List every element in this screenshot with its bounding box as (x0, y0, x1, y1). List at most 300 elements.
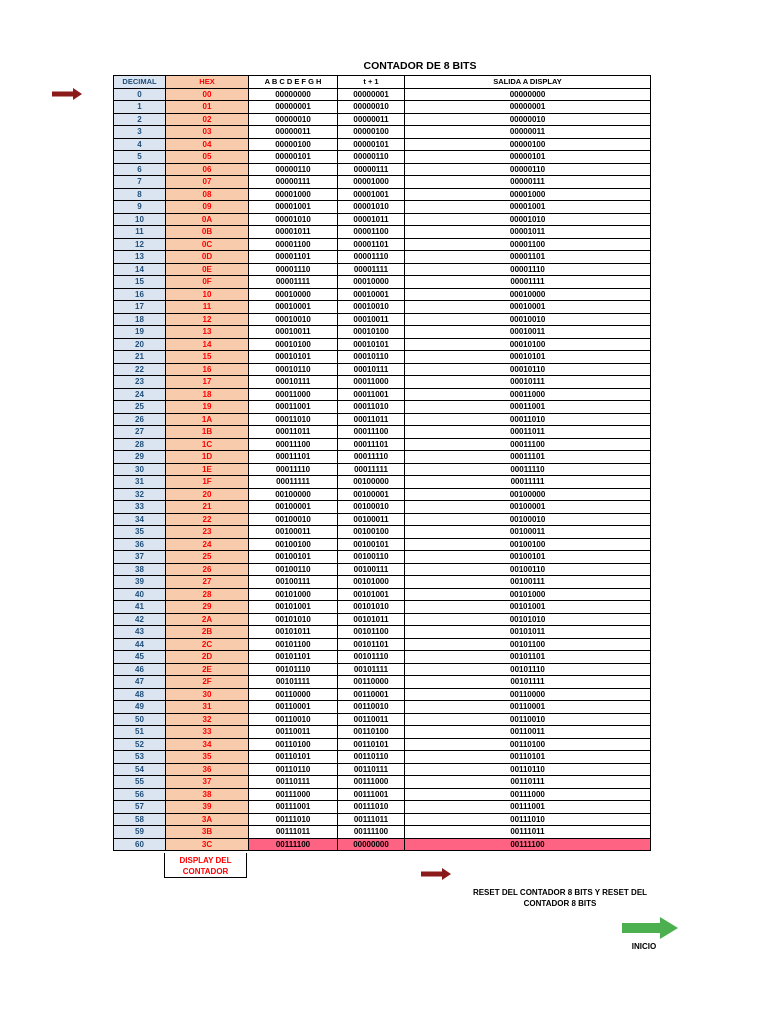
cell-abc: 00101011 (249, 626, 338, 639)
cell-t1: 00010101 (338, 338, 405, 351)
cell-t1: 00100000 (338, 476, 405, 489)
cell-output: 00101000 (405, 588, 651, 601)
cell-abc: 00010001 (249, 301, 338, 314)
table-row (114, 526, 651, 539)
reset-pointer-arrow-icon (421, 868, 451, 880)
cell-t1: 00100001 (338, 488, 405, 501)
cell-abc: 00110000 (249, 688, 338, 701)
cell-hex: 2F (166, 676, 249, 689)
cell-output: 00001111 (405, 276, 651, 289)
cell-output: 00010111 (405, 376, 651, 389)
cell-hex: 01 (166, 101, 249, 114)
cell-output: 00010000 (405, 288, 651, 301)
cell-t1: 00001001 (338, 188, 405, 201)
cell-output: 00111010 (405, 813, 651, 826)
cell-decimal: 46 (114, 663, 166, 676)
cell-output: 00111100 (405, 838, 651, 851)
cell-decimal: 19 (114, 326, 166, 339)
table-row (114, 826, 651, 839)
table-row (114, 376, 651, 389)
cell-decimal: 60 (114, 838, 166, 851)
header-row (114, 76, 651, 89)
table-row (114, 801, 651, 814)
inicio-arrow-icon (622, 917, 678, 939)
cell-t1: 00010010 (338, 301, 405, 314)
table-row (114, 276, 651, 289)
cell-hex: 06 (166, 163, 249, 176)
table-row (114, 151, 651, 164)
cell-t1: 00110001 (338, 688, 405, 701)
table-row (114, 226, 651, 239)
cell-t1: 00101010 (338, 601, 405, 614)
cell-hex: 12 (166, 313, 249, 326)
cell-t1: 00000100 (338, 126, 405, 139)
cell-decimal: 10 (114, 213, 166, 226)
cell-hex: 1B (166, 426, 249, 439)
cell-output: 00100011 (405, 526, 651, 539)
table-row (114, 476, 651, 489)
cell-abc: 00110011 (249, 726, 338, 739)
table-row (114, 551, 651, 564)
cell-hex: 17 (166, 376, 249, 389)
table-row (114, 776, 651, 789)
cell-abc: 00001000 (249, 188, 338, 201)
table-row (114, 463, 651, 476)
cell-t1: 00101001 (338, 588, 405, 601)
cell-output: 00001100 (405, 238, 651, 251)
cell-decimal: 53 (114, 751, 166, 764)
cell-abc: 00110010 (249, 713, 338, 726)
cell-output: 00000001 (405, 101, 651, 114)
table-row (114, 351, 651, 364)
cell-abc: 00110111 (249, 776, 338, 789)
cell-hex: 1D (166, 451, 249, 464)
cell-abc: 00110001 (249, 701, 338, 714)
cell-decimal: 26 (114, 413, 166, 426)
cell-output: 00010010 (405, 313, 651, 326)
cell-output: 00101100 (405, 638, 651, 651)
cell-t1: 00110101 (338, 738, 405, 751)
cell-decimal: 7 (114, 176, 166, 189)
cell-output: 00001010 (405, 213, 651, 226)
cell-hex: 23 (166, 526, 249, 539)
cell-output: 00011100 (405, 438, 651, 451)
table-row (114, 501, 651, 514)
cell-hex: 33 (166, 726, 249, 739)
table-row (114, 701, 651, 714)
cell-t1: 00101100 (338, 626, 405, 639)
cell-hex: 32 (166, 713, 249, 726)
cell-t1: 00110000 (338, 676, 405, 689)
cell-output: 00100111 (405, 576, 651, 589)
cell-hex: 1E (166, 463, 249, 476)
cell-decimal: 2 (114, 113, 166, 126)
cell-abc: 00001111 (249, 276, 338, 289)
cell-abc: 00000010 (249, 113, 338, 126)
cell-decimal: 35 (114, 526, 166, 539)
cell-output: 00011101 (405, 451, 651, 464)
cell-decimal: 18 (114, 313, 166, 326)
cell-abc: 00101110 (249, 663, 338, 676)
table-row (114, 251, 651, 264)
cell-t1: 00111011 (338, 813, 405, 826)
inicio-label: INICIO (631, 942, 657, 951)
cell-decimal: 5 (114, 151, 166, 164)
cell-abc: 00000110 (249, 163, 338, 176)
cell-abc: 00101101 (249, 651, 338, 664)
cell-abc: 00100000 (249, 488, 338, 501)
cell-abc: 00001011 (249, 226, 338, 239)
cell-abc: 00010110 (249, 363, 338, 376)
cell-abc: 00010010 (249, 313, 338, 326)
cell-hex: 11 (166, 301, 249, 314)
cell-abc: 00010011 (249, 326, 338, 339)
cell-decimal: 36 (114, 538, 166, 551)
cell-abc: 00111001 (249, 801, 338, 814)
cell-decimal: 15 (114, 276, 166, 289)
cell-t1: 00000010 (338, 101, 405, 114)
cell-decimal: 8 (114, 188, 166, 201)
cell-decimal: 12 (114, 238, 166, 251)
cell-hex: 03 (166, 126, 249, 139)
table-row (114, 651, 651, 664)
cell-t1: 00011000 (338, 376, 405, 389)
row-pointer-arrow-icon (52, 88, 82, 100)
table-row (114, 688, 651, 701)
table-row (114, 488, 651, 501)
cell-decimal: 1 (114, 101, 166, 114)
cell-output: 00100000 (405, 488, 651, 501)
cell-decimal: 3 (114, 126, 166, 139)
cell-output: 00001101 (405, 251, 651, 264)
table-row (114, 713, 651, 726)
table-row (114, 451, 651, 464)
cell-output: 00001110 (405, 263, 651, 276)
cell-output: 00001011 (405, 226, 651, 239)
cell-decimal: 40 (114, 588, 166, 601)
table-row (114, 676, 651, 689)
cell-decimal: 0 (114, 88, 166, 101)
cell-hex: 36 (166, 763, 249, 776)
cell-t1: 00101000 (338, 576, 405, 589)
cell-t1: 00101011 (338, 613, 405, 626)
cell-t1: 00110111 (338, 763, 405, 776)
cell-output: 00000100 (405, 138, 651, 151)
cell-decimal: 32 (114, 488, 166, 501)
cell-t1: 00001110 (338, 251, 405, 264)
table-row (114, 363, 651, 376)
cell-output: 00011001 (405, 401, 651, 414)
cell-hex: 15 (166, 351, 249, 364)
cell-hex: 26 (166, 563, 249, 576)
table-row (114, 738, 651, 751)
table-row (114, 788, 651, 801)
cell-output: 00000101 (405, 151, 651, 164)
cell-t1: 00100110 (338, 551, 405, 564)
header-decimal: DECIMAL (114, 76, 166, 89)
cell-t1: 00000001 (338, 88, 405, 101)
cell-output: 00100001 (405, 501, 651, 514)
cell-hex: 0E (166, 263, 249, 276)
cell-decimal: 54 (114, 763, 166, 776)
cell-t1: 00001101 (338, 238, 405, 251)
cell-t1: 00001011 (338, 213, 405, 226)
cell-output: 00110101 (405, 751, 651, 764)
cell-decimal: 11 (114, 226, 166, 239)
cell-decimal: 34 (114, 513, 166, 526)
cell-output: 00100101 (405, 551, 651, 564)
cell-output: 00111001 (405, 801, 651, 814)
cell-hex: 24 (166, 538, 249, 551)
cell-abc: 00011010 (249, 413, 338, 426)
cell-hex: 34 (166, 738, 249, 751)
cell-t1: 00110011 (338, 713, 405, 726)
cell-abc: 00011111 (249, 476, 338, 489)
cell-abc: 00110110 (249, 763, 338, 776)
cell-decimal: 57 (114, 801, 166, 814)
cell-hex: 21 (166, 501, 249, 514)
cell-abc: 00011001 (249, 401, 338, 414)
sheet-title: CONTADOR DE 8 BITS (363, 60, 477, 72)
cell-t1: 00100011 (338, 513, 405, 526)
cell-hex: 08 (166, 188, 249, 201)
table-row (114, 763, 651, 776)
cell-hex: 0A (166, 213, 249, 226)
cell-hex: 1F (166, 476, 249, 489)
cell-abc: 00000100 (249, 138, 338, 151)
cell-hex: 14 (166, 338, 249, 351)
cell-abc: 00111000 (249, 788, 338, 801)
cell-abc: 00101100 (249, 638, 338, 651)
cell-output: 00101010 (405, 613, 651, 626)
cell-t1: 00011111 (338, 463, 405, 476)
cell-hex: 05 (166, 151, 249, 164)
cell-abc: 00111100 (249, 838, 338, 851)
cell-t1: 00011011 (338, 413, 405, 426)
cell-t1: 00010111 (338, 363, 405, 376)
table-row (114, 126, 651, 139)
cell-output: 00101101 (405, 651, 651, 664)
table-row (114, 638, 651, 651)
cell-t1: 00010011 (338, 313, 405, 326)
cell-hex: 35 (166, 751, 249, 764)
cell-t1: 00111000 (338, 776, 405, 789)
display-label: DISPLAY DEL CONTADOR (164, 853, 247, 878)
table-row (114, 138, 651, 151)
cell-hex: 3B (166, 826, 249, 839)
cell-abc: 00011011 (249, 426, 338, 439)
cell-output: 00000010 (405, 113, 651, 126)
table-row (114, 176, 651, 189)
cell-decimal: 56 (114, 788, 166, 801)
cell-output: 00110010 (405, 713, 651, 726)
cell-decimal: 49 (114, 701, 166, 714)
cell-t1: 00100010 (338, 501, 405, 514)
cell-output: 00000110 (405, 163, 651, 176)
cell-t1: 00011101 (338, 438, 405, 451)
cell-hex: 04 (166, 138, 249, 151)
cell-t1: 00011010 (338, 401, 405, 414)
cell-t1: 00100100 (338, 526, 405, 539)
cell-hex: 2B (166, 626, 249, 639)
cell-t1: 00001000 (338, 176, 405, 189)
header-hex: HEX (166, 76, 249, 89)
cell-decimal: 52 (114, 738, 166, 751)
cell-abc: 00100100 (249, 538, 338, 551)
cell-hex: 0B (166, 226, 249, 239)
cell-hex: 2A (166, 613, 249, 626)
cell-decimal: 17 (114, 301, 166, 314)
cell-abc: 00000000 (249, 88, 338, 101)
cell-output: 00011010 (405, 413, 651, 426)
table-row (114, 426, 651, 439)
cell-hex: 00 (166, 88, 249, 101)
cell-output: 00010101 (405, 351, 651, 364)
cell-hex: 1C (166, 438, 249, 451)
table-row (114, 726, 651, 739)
cell-output: 00000111 (405, 176, 651, 189)
cell-decimal: 16 (114, 288, 166, 301)
table-row (114, 601, 651, 614)
cell-abc: 00101111 (249, 676, 338, 689)
cell-t1: 00000111 (338, 163, 405, 176)
cell-decimal: 25 (114, 401, 166, 414)
cell-output: 00101110 (405, 663, 651, 676)
cell-abc: 00010101 (249, 351, 338, 364)
cell-t1: 00110110 (338, 751, 405, 764)
cell-t1: 00000000 (338, 838, 405, 851)
cell-hex: 19 (166, 401, 249, 414)
cell-t1: 00101101 (338, 638, 405, 651)
table-row (114, 213, 651, 226)
cell-hex: 2C (166, 638, 249, 651)
cell-decimal: 29 (114, 451, 166, 464)
cell-output: 00011110 (405, 463, 651, 476)
cell-output: 00110001 (405, 701, 651, 714)
cell-decimal: 30 (114, 463, 166, 476)
cell-hex: 22 (166, 513, 249, 526)
cell-t1: 00011100 (338, 426, 405, 439)
table-row (114, 513, 651, 526)
cell-hex: 37 (166, 776, 249, 789)
table-row (114, 626, 651, 639)
cell-t1: 00100101 (338, 538, 405, 551)
cell-decimal: 28 (114, 438, 166, 451)
cell-output: 00111011 (405, 826, 651, 839)
cell-t1: 00111010 (338, 801, 405, 814)
table-row (114, 538, 651, 551)
cell-output: 00110111 (405, 776, 651, 789)
table-row (114, 263, 651, 276)
table-row (114, 113, 651, 126)
cell-output: 00110011 (405, 726, 651, 739)
cell-t1: 00010110 (338, 351, 405, 364)
cell-output: 00001001 (405, 201, 651, 214)
cell-decimal: 22 (114, 363, 166, 376)
cell-decimal: 4 (114, 138, 166, 151)
cell-hex: 10 (166, 288, 249, 301)
cell-hex: 0C (166, 238, 249, 251)
cell-hex: 02 (166, 113, 249, 126)
cell-abc: 00010000 (249, 288, 338, 301)
cell-output: 00110110 (405, 763, 651, 776)
cell-hex: 07 (166, 176, 249, 189)
cell-hex: 0F (166, 276, 249, 289)
cell-abc: 00100001 (249, 501, 338, 514)
cell-decimal: 59 (114, 826, 166, 839)
cell-t1: 00010001 (338, 288, 405, 301)
table-row (114, 751, 651, 764)
cell-output: 00000000 (405, 88, 651, 101)
cell-t1: 00010000 (338, 276, 405, 289)
cell-abc: 00110101 (249, 751, 338, 764)
table-row (114, 201, 651, 214)
cell-hex: 13 (166, 326, 249, 339)
counter-table (113, 75, 651, 851)
table-row (114, 188, 651, 201)
cell-abc: 00000001 (249, 101, 338, 114)
cell-abc: 00000011 (249, 126, 338, 139)
cell-abc: 00101001 (249, 601, 338, 614)
cell-t1: 00000101 (338, 138, 405, 151)
cell-abc: 00011100 (249, 438, 338, 451)
cell-decimal: 33 (114, 501, 166, 514)
cell-hex: 25 (166, 551, 249, 564)
cell-hex: 28 (166, 588, 249, 601)
cell-t1: 00011110 (338, 451, 405, 464)
cell-decimal: 42 (114, 613, 166, 626)
cell-t1: 00001100 (338, 226, 405, 239)
cell-t1: 00001111 (338, 263, 405, 276)
table-row (114, 326, 651, 339)
cell-decimal: 51 (114, 726, 166, 739)
cell-decimal: 55 (114, 776, 166, 789)
cell-output: 00101001 (405, 601, 651, 614)
cell-decimal: 20 (114, 338, 166, 351)
cell-output: 00101111 (405, 676, 651, 689)
cell-t1: 00011001 (338, 388, 405, 401)
cell-abc: 00001001 (249, 201, 338, 214)
cell-output: 00100110 (405, 563, 651, 576)
cell-abc: 00101000 (249, 588, 338, 601)
cell-hex: 09 (166, 201, 249, 214)
cell-output: 00010001 (405, 301, 651, 314)
cell-decimal: 58 (114, 813, 166, 826)
cell-output: 00100010 (405, 513, 651, 526)
cell-hex: 29 (166, 601, 249, 614)
cell-decimal: 38 (114, 563, 166, 576)
cell-output: 00010110 (405, 363, 651, 376)
cell-decimal: 41 (114, 601, 166, 614)
table-row (114, 338, 651, 351)
table-row (114, 413, 651, 426)
cell-t1: 00000110 (338, 151, 405, 164)
cell-hex: 20 (166, 488, 249, 501)
cell-abc: 00100101 (249, 551, 338, 564)
cell-hex: 31 (166, 701, 249, 714)
cell-abc: 00001100 (249, 238, 338, 251)
cell-decimal: 6 (114, 163, 166, 176)
cell-hex: 16 (166, 363, 249, 376)
table-row (114, 388, 651, 401)
table-body (114, 88, 651, 851)
cell-decimal: 14 (114, 263, 166, 276)
cell-hex: 3A (166, 813, 249, 826)
cell-decimal: 47 (114, 676, 166, 689)
cell-hex: 0D (166, 251, 249, 264)
table-row (114, 813, 651, 826)
table-row (114, 576, 651, 589)
